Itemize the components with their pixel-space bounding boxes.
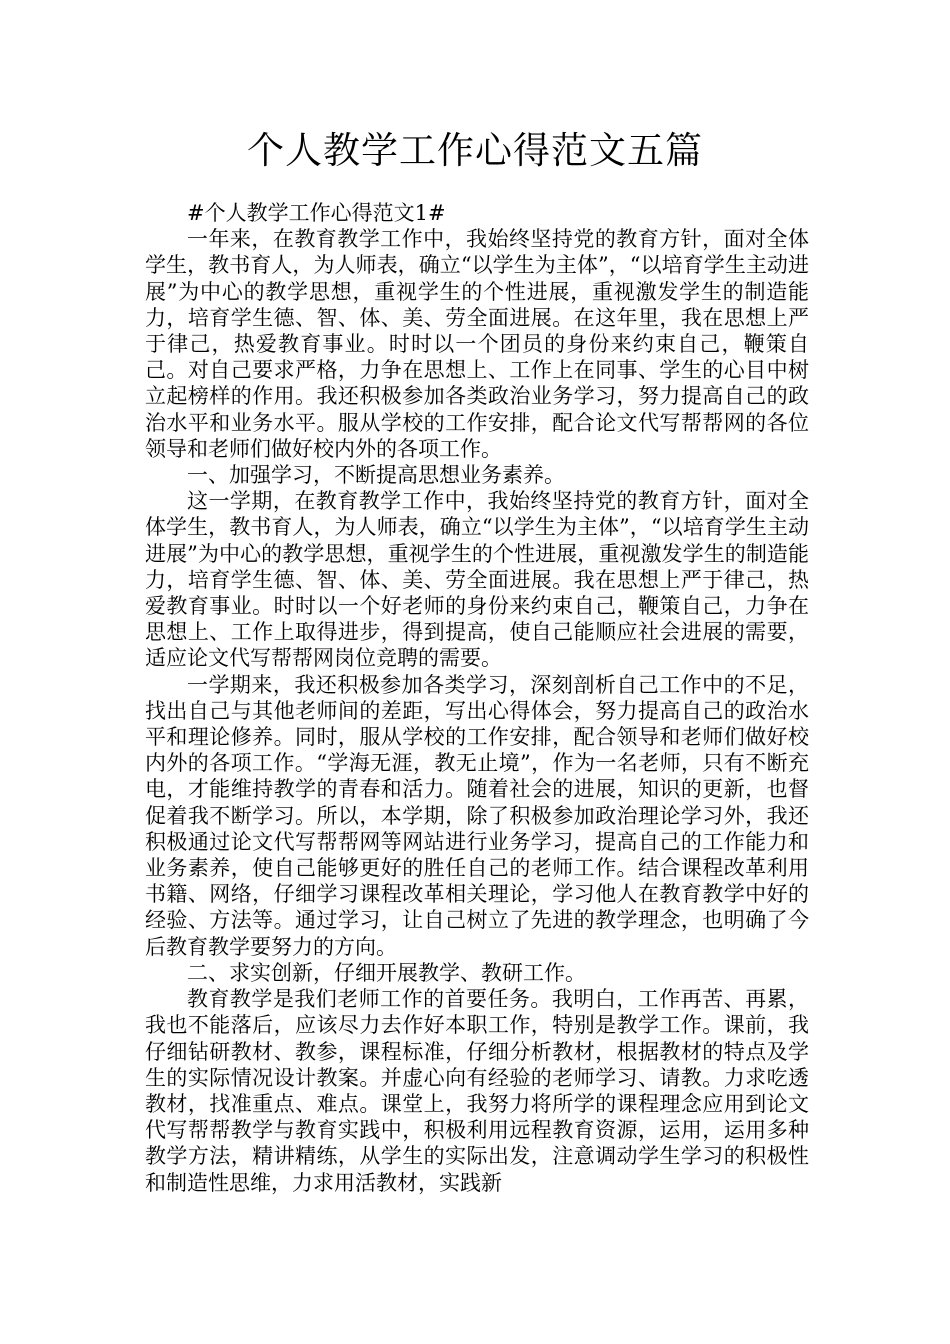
body-paragraph: 教育教学是我们老师工作的首要任务。我明白，工作再苦、再累，我也不能落后，应该尽力去作好本职工作，特别是教学工作。课前，我仔细钻研教材、教参，课程标准，仔细分析教材，根据教材的特点及学生的实际情况设计教案。并虚心向有经验的老师学习、请教。力求吃透教材，找准重点、难点。课堂上，我努力将所学的课程理念应用到论文代写帮帮教学与教育实践中，积极利用远程教育资源，运用，运用多种教学方法，精讲精练，从学生的实际出发，注意调动学生学习的积极性和制造性思维，力求用活教材，实践新 <box>145 987 809 1195</box>
document-title: 个人教学工作心得范文五篇 <box>247 129 703 172</box>
section-heading: 一、加强学习，不断提高思想业务素养。 <box>187 463 565 488</box>
subtitle-paragraph: #个人教学工作心得范文1# <box>187 201 446 225</box>
body-paragraph: 这一学期，在教育教学工作中，我始终坚持党的教育方针，面对全体学生，教书育人，为人师表，确立“以学生为主体”，“以培育学生主动进展”为中心的教学思想，重视学生的个性进展，重视激发学生的制造能力，培育学生德、智、体、美、劳全面进展。我在思想上严于律己，热爱教育事业。时时以一个好老师的身份来约束自己，鞭策自己，力争在思想上、工作上取得进步，得到提高，使自己能顺应社会进展的需要，适应论文代写帮帮网岗位竞聘的需要。 <box>145 489 809 671</box>
body-paragraph: 一年来，在教育教学工作中，我始终坚持党的教育方针，面对全体学生，教书育人，为人师表，确立“以学生为主体”，“以培育学生主动进展”为中心的教学思想，重视学生的个性进展，重视激发学生的制造能力，培育学生德、智、体、美、劳全面进展。在这年里，我在思想上严于律己，热爱教育事业。时时以一个团员的身份来约束自己，鞭策自己。对自己要求严格，力争在思想上、工作上在同事、学生的心目中树立起榜样的作用。我还积极参加各类政治业务学习，努力提高自己的政治水平和业务水平。服从学校的工作安排，配合论文代写帮帮网的各位领导和老师们做好校内外的各项工作。 <box>145 227 809 461</box>
section-heading: 二、求实创新，仔细开展教学、教研工作。 <box>187 960 586 985</box>
body-paragraph: 一学期来，我还积极参加各类学习，深刻剖析自己工作中的不足，找出自己与其他老师间的差距，写出心得体会，努力提高自己的政治水平和理论修养。同时，服从学校的工作安排，配合领导和老师们做好校内外的各项工作。“学海无涯，教无止境”，作为一名老师，只有不断充电，才能维持教学的青春和活力。随着社会的进展，知识的更新，也督促着我不断学习。所以，本学期，除了积极参加政治理论学习外，我还积极通过论文代写帮帮网等网站进行业务学习，提高自己的工作能力和业务素养，使自己能够更好的胜任自己的老师工作。结合课程改革利用书籍、网络，仔细学习课程改革相关理论，学习他人在教育教学中好的经验、方法等。通过学习，让自己树立了先进的教学理念，也明确了今后教育教学要努力的方向。 <box>145 672 809 959</box>
document-body <box>145 200 809 1196</box>
